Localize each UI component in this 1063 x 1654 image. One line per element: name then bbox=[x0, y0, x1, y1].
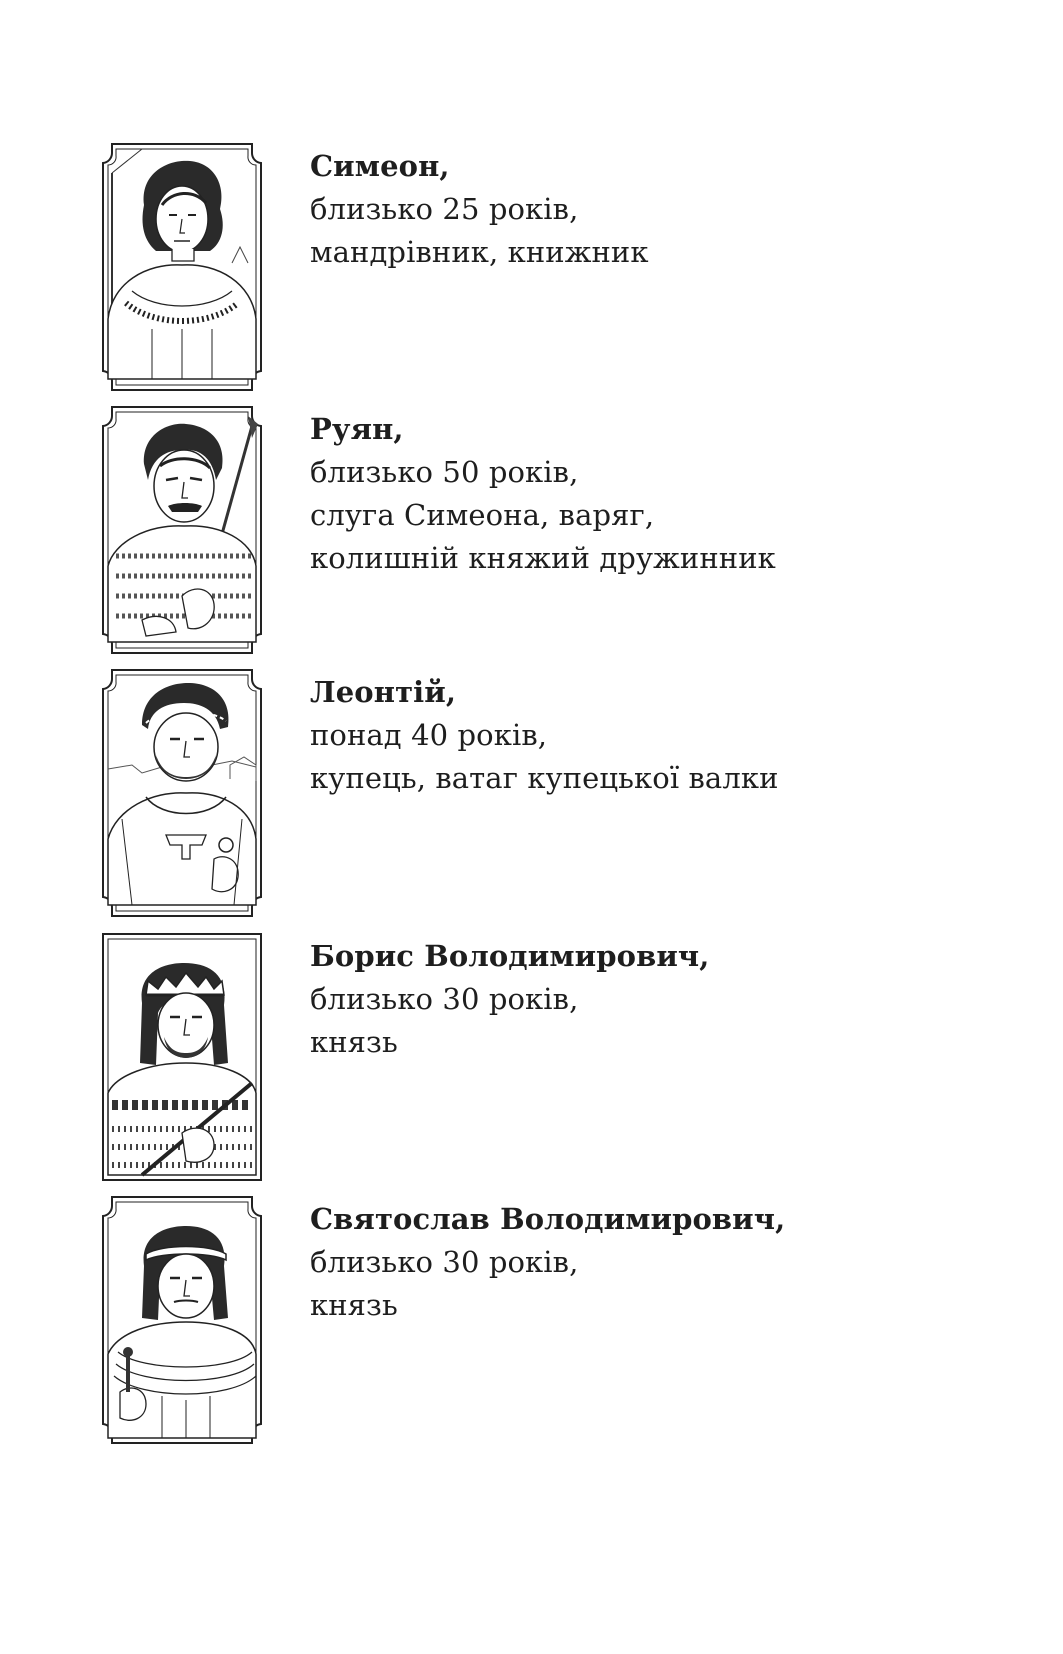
portrait-card bbox=[102, 669, 262, 917]
portrait-card bbox=[102, 406, 262, 654]
character-detail: князь bbox=[310, 1025, 398, 1059]
portrait-warrior-icon bbox=[102, 406, 262, 654]
character-entry-simeon bbox=[102, 143, 1002, 393]
character-detail: близько 30 років, bbox=[310, 982, 579, 1016]
character-detail: близько 25 років, bbox=[310, 192, 579, 226]
character-caption bbox=[310, 671, 990, 800]
character-detail: понад 40 років, bbox=[310, 718, 548, 752]
portrait-prince-crown-icon bbox=[102, 933, 262, 1181]
character-caption bbox=[310, 1198, 990, 1327]
character-detail: купець, ватаг купецької валки bbox=[310, 761, 779, 795]
character-name: Борис Володимирович, bbox=[310, 939, 710, 973]
character-detail: колишній княжий дружинник bbox=[310, 541, 776, 575]
character-detail: слуга Симеона, варяг, bbox=[310, 498, 655, 532]
character-detail: князь bbox=[310, 1288, 398, 1322]
character-caption bbox=[310, 145, 990, 274]
portrait-young-man-icon bbox=[102, 143, 262, 391]
character-name: Святослав Володимирович, bbox=[310, 1202, 786, 1236]
character-caption bbox=[310, 408, 990, 580]
character-entry-sviatoslav bbox=[102, 1196, 1002, 1446]
character-name: Симеон, bbox=[310, 149, 450, 183]
character-caption bbox=[310, 935, 990, 1064]
character-detail: близько 50 років, bbox=[310, 455, 579, 489]
character-detail: близько 30 років, bbox=[310, 1245, 579, 1279]
portrait-prince-circlet-icon bbox=[102, 1196, 262, 1444]
portrait-card bbox=[102, 143, 262, 391]
portrait-card bbox=[102, 1196, 262, 1444]
character-name: Леонтій, bbox=[310, 675, 457, 709]
character-detail: мандрівник, книжник bbox=[310, 235, 649, 269]
character-name: Руян, bbox=[310, 412, 404, 446]
character-entry-leontiy bbox=[102, 669, 1002, 919]
character-entry-borys bbox=[102, 933, 1002, 1183]
character-entry-ruyan bbox=[102, 406, 1002, 656]
portrait-card bbox=[102, 933, 262, 1181]
portrait-merchant-icon bbox=[102, 669, 262, 917]
